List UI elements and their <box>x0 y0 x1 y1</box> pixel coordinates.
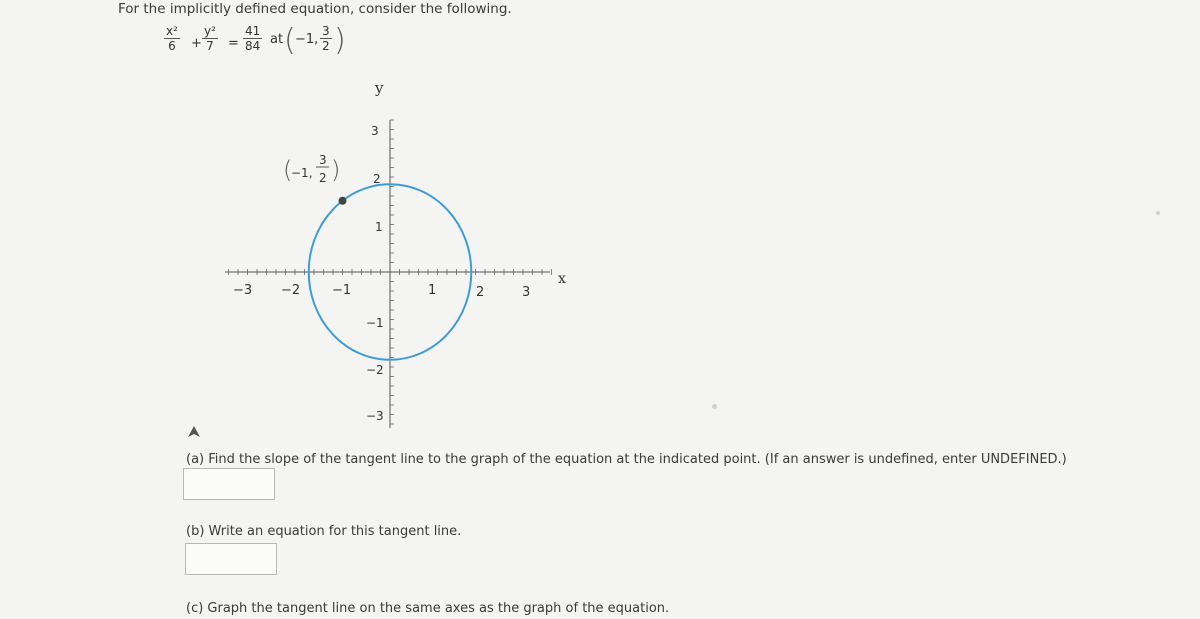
point-x: −1, <box>295 32 319 47</box>
indicated-point <box>339 197 347 205</box>
left-paren: ( <box>284 23 296 58</box>
right-paren: ) <box>334 23 346 58</box>
equation <box>160 22 380 66</box>
fraction-3-over-2: $\frac{3}{2}$ <box>322 24 330 53</box>
question-c: (c) Graph the tangent line on the same axes as the graph of the equation. <box>186 601 670 616</box>
x-tick-label-neg2: −2 <box>281 283 301 298</box>
question-b: (b) Write an equation for this tangent line. <box>186 524 462 539</box>
plus-sign: + <box>191 36 202 51</box>
x-tick-label-neg1: −1 <box>332 283 352 298</box>
svg-text:): ) <box>331 156 341 184</box>
svg-text:2: 2 <box>319 171 327 185</box>
y-axis-label: y <box>375 79 384 97</box>
y-tick-label-neg3: −3 <box>366 409 384 423</box>
at-word: at <box>270 32 284 47</box>
speck <box>712 404 717 409</box>
y-tick-label-1: 1 <box>375 220 383 234</box>
y-tick-label-neg1: −1 <box>366 316 384 330</box>
x-axis-label: x <box>558 271 566 287</box>
point-label <box>283 153 340 185</box>
y-tick-label-2: 2 <box>373 172 381 186</box>
y-tick-label-neg2: −2 <box>366 363 384 377</box>
speck <box>1156 211 1160 215</box>
problem-intro: For the implicitly defined equation, consider the following. <box>118 1 512 17</box>
graph-svg <box>215 78 585 438</box>
svg-text:3: 3 <box>319 153 327 167</box>
x-tick-label-1: 1 <box>428 283 437 298</box>
y-tick-label-3: 3 <box>371 124 379 138</box>
fraction-x-squared-over-6: $\frac{\text{x²}}{6}$ <box>166 24 178 53</box>
svg-text:−1,: −1, <box>291 166 313 180</box>
fraction-y-squared-over-7: $\frac{\text{y²}}{7}$ <box>204 24 216 53</box>
x-tick-label-neg3: −3 <box>233 283 253 298</box>
x-tick-label-3: 3 <box>522 285 531 300</box>
answer-a-input[interactable] <box>183 468 275 500</box>
answer-b-input[interactable] <box>185 543 277 575</box>
mouse-pointer-icon <box>187 425 201 439</box>
question-a: (a) Find the slope of the tangent line to the graph of the equation at the indicated point. (If an answer is undefined, enter UNDEFINED.) <box>186 452 1067 467</box>
fraction-41-over-84: $\frac{41}{84}$ <box>245 24 261 53</box>
x-tick-label-2: 2 <box>476 285 485 300</box>
equals-sign: = <box>228 36 239 51</box>
axes <box>225 120 550 428</box>
svg-text:(: ( <box>283 156 293 184</box>
